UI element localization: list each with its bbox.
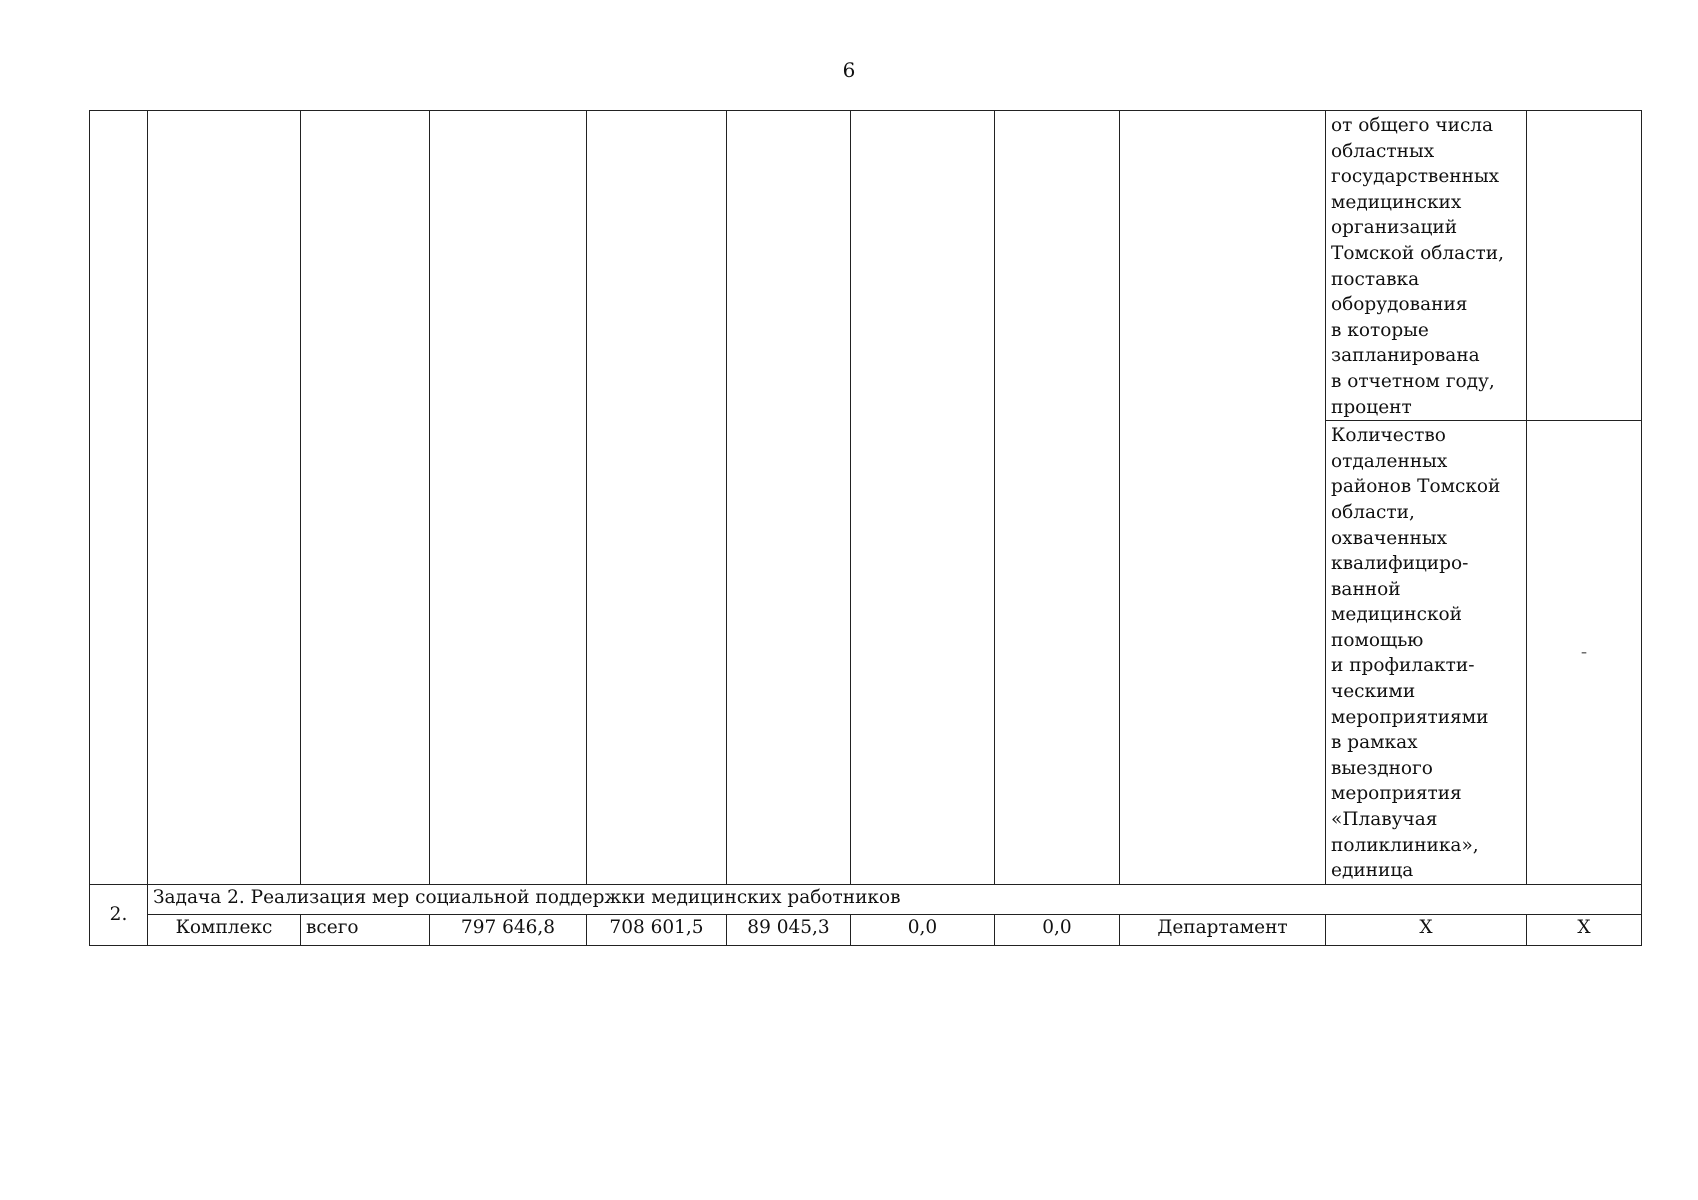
indicator-value <box>1532 111 1636 113</box>
value-cell-4 <box>995 914 1120 945</box>
total-value: 797 646,8 <box>460 916 556 938</box>
value-cell-3 <box>851 914 995 945</box>
task-title-cell <box>148 884 1642 914</box>
indicator-value-cell <box>1527 914 1642 945</box>
value-2: 89 045,3 <box>747 916 830 938</box>
funding-source: всего <box>306 916 359 938</box>
page-number: 6 <box>842 58 856 82</box>
measure-name-cell <box>148 914 301 945</box>
task-number-cell <box>90 884 148 945</box>
task-title: Задача 2. Реализация мер социальной поддержки медицинских работников <box>153 886 901 908</box>
value-3: 0,0 <box>907 916 938 938</box>
empty-cell <box>727 111 851 885</box>
value-4: 0,0 <box>1042 916 1072 938</box>
indicator-value-cell <box>1527 421 1642 885</box>
task-values-row <box>90 914 1642 945</box>
value-cell-2 <box>727 914 851 945</box>
indicator-text: от общего числа областных государственных медицинских организаций Томской области, поставка оборудования в которые запланирована в отчетном году, процент <box>1331 115 1505 418</box>
indicator-value-mark: Х <box>1577 916 1591 938</box>
indicator-cell <box>1326 111 1527 421</box>
program-table <box>89 110 1642 946</box>
indicator-cell <box>1326 914 1527 945</box>
total-cell <box>430 914 587 945</box>
empty-cell <box>851 111 995 885</box>
indicator-cell <box>1326 421 1527 885</box>
task-header-row <box>90 884 1642 914</box>
task-number: 2. <box>109 904 128 926</box>
measure-name: Комплекс <box>175 916 273 938</box>
funding-source-cell <box>301 914 430 945</box>
empty-cell <box>587 111 727 885</box>
indicator-value: - <box>1580 641 1588 663</box>
indicator-value-cell <box>1527 111 1642 421</box>
executor: Департамент <box>1157 916 1288 938</box>
empty-cell <box>1120 111 1326 885</box>
empty-cell <box>301 111 430 885</box>
empty-cell <box>90 111 148 885</box>
value-cell-1 <box>587 914 727 945</box>
value-1: 708 601,5 <box>609 916 704 938</box>
empty-cell <box>430 111 587 885</box>
empty-cell <box>995 111 1120 885</box>
empty-cell <box>148 111 301 885</box>
continuation-row-1 <box>90 111 1642 421</box>
indicator-mark: Х <box>1419 916 1433 938</box>
indicator-text: Количество отдаленных районов Томской области, охваченных квалифициро- ванной медицинской помощью и профилакти- ческими мероприятиями в рамках выездного мероприятия «Плавучая поликлиника», единица <box>1331 425 1501 882</box>
executor-cell <box>1120 914 1326 945</box>
